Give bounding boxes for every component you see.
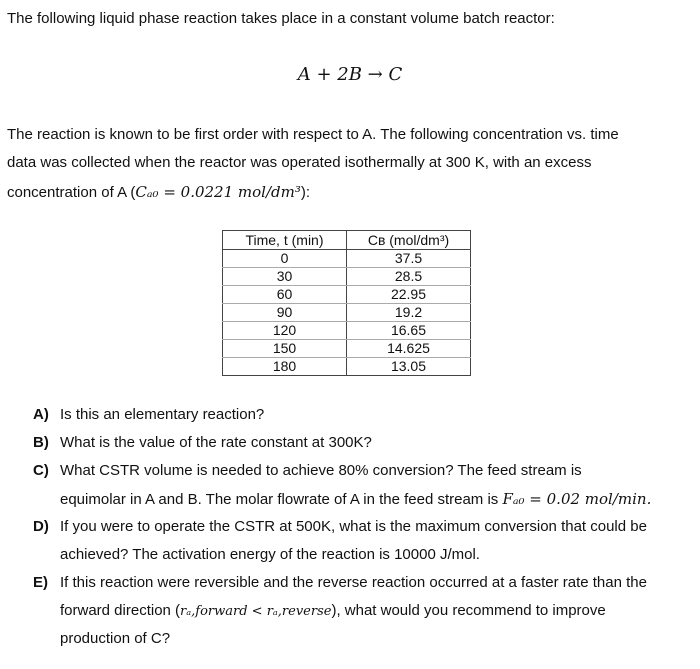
question-e-line-1: If this reaction were reversible and the reverse reaction occurred at a faster rate than the [60,574,647,591]
concentration-cell: 19.2 [347,304,471,322]
question-b-letter: B) [33,434,49,451]
initial-concentration-math: Cₐ₀ = 0.0221 mol/dm³ [135,183,301,201]
question-a-text: Is this an elementary reaction? [60,406,265,423]
table-row [223,268,471,286]
question-a-letter: A) [33,406,49,423]
question-c [33,462,582,479]
paragraph-prefix: concentration of A ( [7,184,136,201]
intro-text: The following liquid phase reaction takes place in a constant volume batch reactor: [7,10,555,27]
feed-flowrate-math: Fₐ₀ = 0.02 mol/min. [502,490,652,508]
question-d-letter: D) [33,518,49,535]
paragraph-line-3 [7,183,310,201]
paragraph-line-1: The reaction is known to be first order with respect to A. The following concentration vs. time [7,126,619,143]
table-header-row [223,231,471,250]
question-b-text: What is the value of the rate constant at 300K? [60,434,372,451]
concentration-cell: 14.625 [347,340,471,358]
time-cell: 180 [223,358,347,376]
rate-comparison-math: rₐ,forward < rₐ,reverse [180,604,332,619]
time-cell: 60 [223,286,347,304]
question-c-prefix: equimolar in A and B. The molar flowrate of A in the feed stream is [60,491,503,508]
time-cell: 150 [223,340,347,358]
table-row [223,304,471,322]
question-d-line-1: If you were to operate the CSTR at 500K, what is the maximum conversion that could be [60,518,647,535]
question-d-line-2: achieved? The activation energy of the reaction is 10000 J/mol. [60,546,480,563]
question-e-line-3: production of C? [60,630,171,647]
question-e-prefix: forward direction ( [60,602,181,619]
time-cell: 90 [223,304,347,322]
table-row [223,358,471,376]
question-a [33,406,264,423]
table-row [223,250,471,268]
concentration-cell: 37.5 [347,250,471,268]
concentration-column-header: Cʙ (mol/dm³) [347,231,471,250]
table-row [223,322,471,340]
concentration-cell: 28.5 [347,268,471,286]
question-c-line-2 [60,490,651,508]
concentration-cell: 13.05 [347,358,471,376]
question-d [33,518,647,535]
reaction-equation: A + 2B → C [297,64,403,85]
question-e [33,574,647,591]
question-b [33,434,372,451]
paragraph-suffix: ): [300,184,311,201]
time-column-header: Time, t (min) [223,231,347,250]
question-e-suffix: ), what would you recommend to improve [331,602,606,619]
concentration-cell: 22.95 [347,286,471,304]
question-c-letter: C) [33,462,49,479]
question-e-letter: E) [33,574,48,591]
table-row [223,340,471,358]
question-c-line-1: What CSTR volume is needed to achieve 80% conversion? The feed stream is [60,462,582,479]
concentration-table [222,230,471,376]
paragraph-line-2: data was collected when the reactor was operated isothermally at 300 K, with an excess [7,154,592,171]
time-cell: 120 [223,322,347,340]
table-row [223,286,471,304]
time-cell: 0 [223,250,347,268]
time-cell: 30 [223,268,347,286]
concentration-cell: 16.65 [347,322,471,340]
question-e-line-2 [60,602,606,619]
